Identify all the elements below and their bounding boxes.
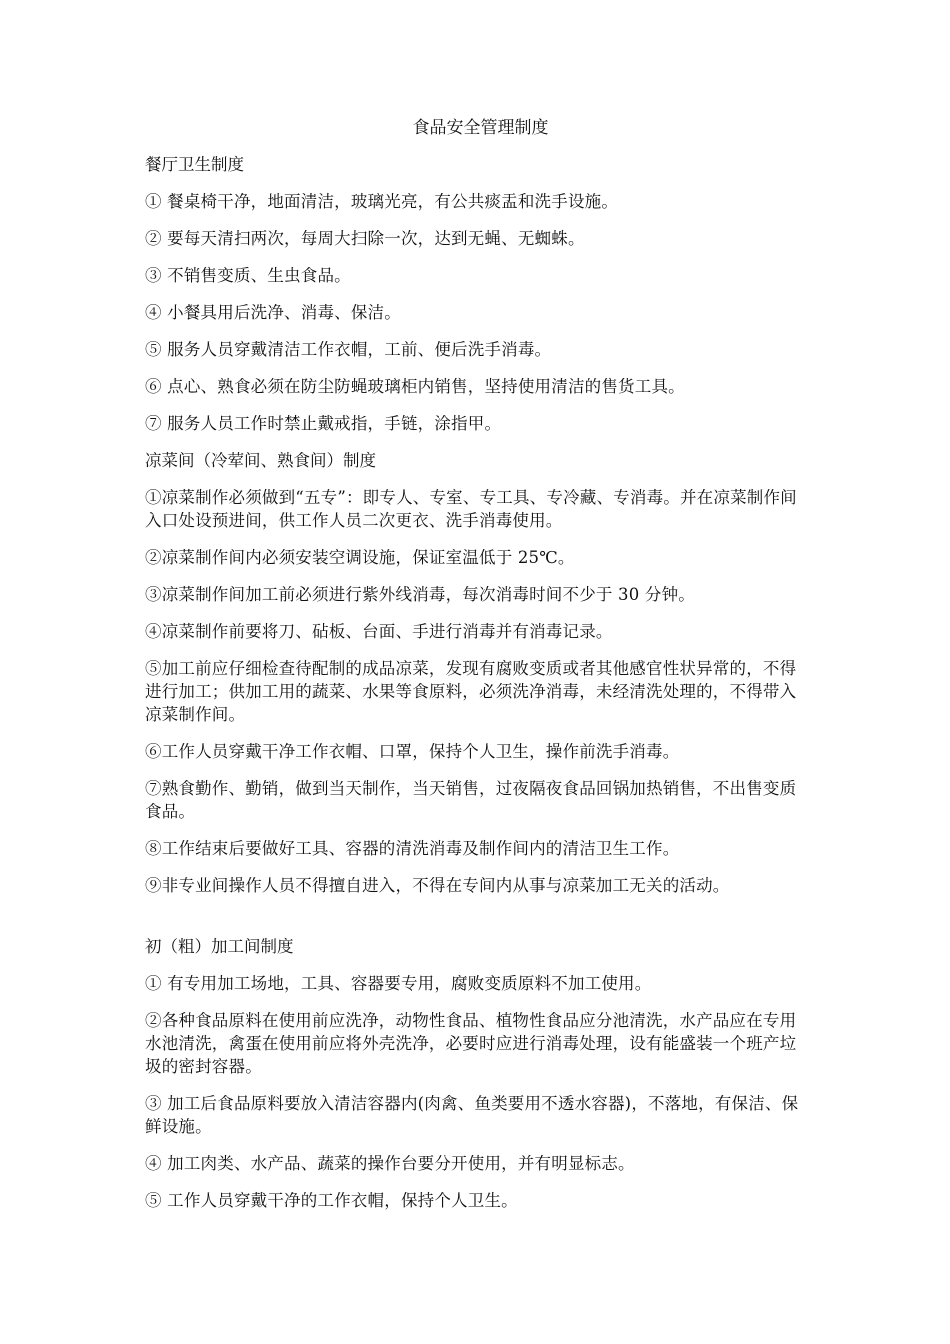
list-item: ③ 加工后食品原料要放入清洁容器内(肉禽、鱼类要用不透水容器)，不落地，有保洁、保鲜设施。 <box>145 1094 799 1136</box>
list-item: ④ 小餐具用后洗净、消毒、保洁。 <box>145 303 401 322</box>
list-item: ⑧工作结束后要做好工具、容器的清洗消毒及制作间内的清洁卫生工作。 <box>145 839 680 858</box>
list-item: ⑨非专业间操作人员不得擅自进入，不得在专间内从事与凉菜加工无关的活动。 <box>145 876 730 895</box>
section-spacer <box>145 911 810 935</box>
list-item: ⑤ 工作人员穿戴干净的工作衣帽，保持个人卫生。 <box>145 1191 518 1210</box>
section-heading-dining-hygiene: 餐厅卫生制度 <box>145 155 244 174</box>
section-heading-preprocessing-room: 初（粗）加工间制度 <box>145 937 294 956</box>
list-item: ①凉菜制作必须做到“五专”：即专人、专室、专工具、专冷藏、专消毒。并在凉菜制作间入口处设预进间，供工作人员二次更衣、洗手消毒使用。 <box>145 488 797 530</box>
list-item: ③凉菜制作间加工前必须进行紫外线消毒，每次消毒时间不少于 30 分钟。 <box>145 585 695 604</box>
list-item: ⑥工作人员穿戴干净工作衣帽、口罩，保持个人卫生，操作前洗手消毒。 <box>145 742 680 761</box>
list-item: ⑥ 点心、熟食必须在防尘防蝇玻璃柜内销售，坚持使用清洁的售货工具。 <box>145 377 685 396</box>
list-item: ④凉菜制作前要将刀、砧板、台面、手进行消毒并有消毒记录。 <box>145 622 613 641</box>
list-item: ① 餐桌椅干净，地面清洁，玻璃光亮，有公共痰盂和洗手设施。 <box>145 192 619 211</box>
list-item: ⑦熟食勤作、勤销，做到当天制作，当天销售，过夜隔夜食品回锅加热销售，不出售变质食品。 <box>145 779 797 821</box>
list-item: ① 有专用加工场地，工具、容器要专用，腐败变质原料不加工使用。 <box>145 974 652 993</box>
list-item: ⑤加工前应仔细检查待配制的成品凉菜，发现有腐败变质或者其他感官性状异常的，不得进行加工；供加工用的蔬菜、水果等食原料，必须洗净消毒，未经清洗处理的，不得带入凉菜制作间。 <box>145 659 797 724</box>
list-item: ⑦ 服务人员工作时禁止戴戒指，手链，涂指甲。 <box>145 414 502 433</box>
section-heading-cold-dish-room: 凉菜间（冷荤间、熟食间）制度 <box>145 451 376 470</box>
document-body <box>145 116 810 1226</box>
list-item: ②各种食品原料在使用前应洗净，动物性食品、植物性食品应分池清洗，水产品应在专用水池清洗，禽蛋在使用前应将外壳洗净，必要时应进行消毒处理，设有能盛装一个班产垃圾的密封容器。 <box>145 1011 797 1076</box>
list-item: ③ 不销售变质、生虫食品。 <box>145 266 351 285</box>
list-item: ④ 加工肉类、水产品、蔬菜的操作台要分开使用，并有明显标志。 <box>145 1154 635 1173</box>
list-item: ②凉菜制作间内必须安装空调设施，保证室温低于 25℃。 <box>145 548 575 567</box>
page-title: 食品安全管理制度 <box>412 118 549 138</box>
list-item: ② 要每天清扫两次，每周大扫除一次，达到无蝇、无蜘蛛。 <box>145 229 585 248</box>
list-item: ⑤ 服务人员穿戴清洁工作衣帽，工前、便后洗手消毒。 <box>145 340 552 359</box>
